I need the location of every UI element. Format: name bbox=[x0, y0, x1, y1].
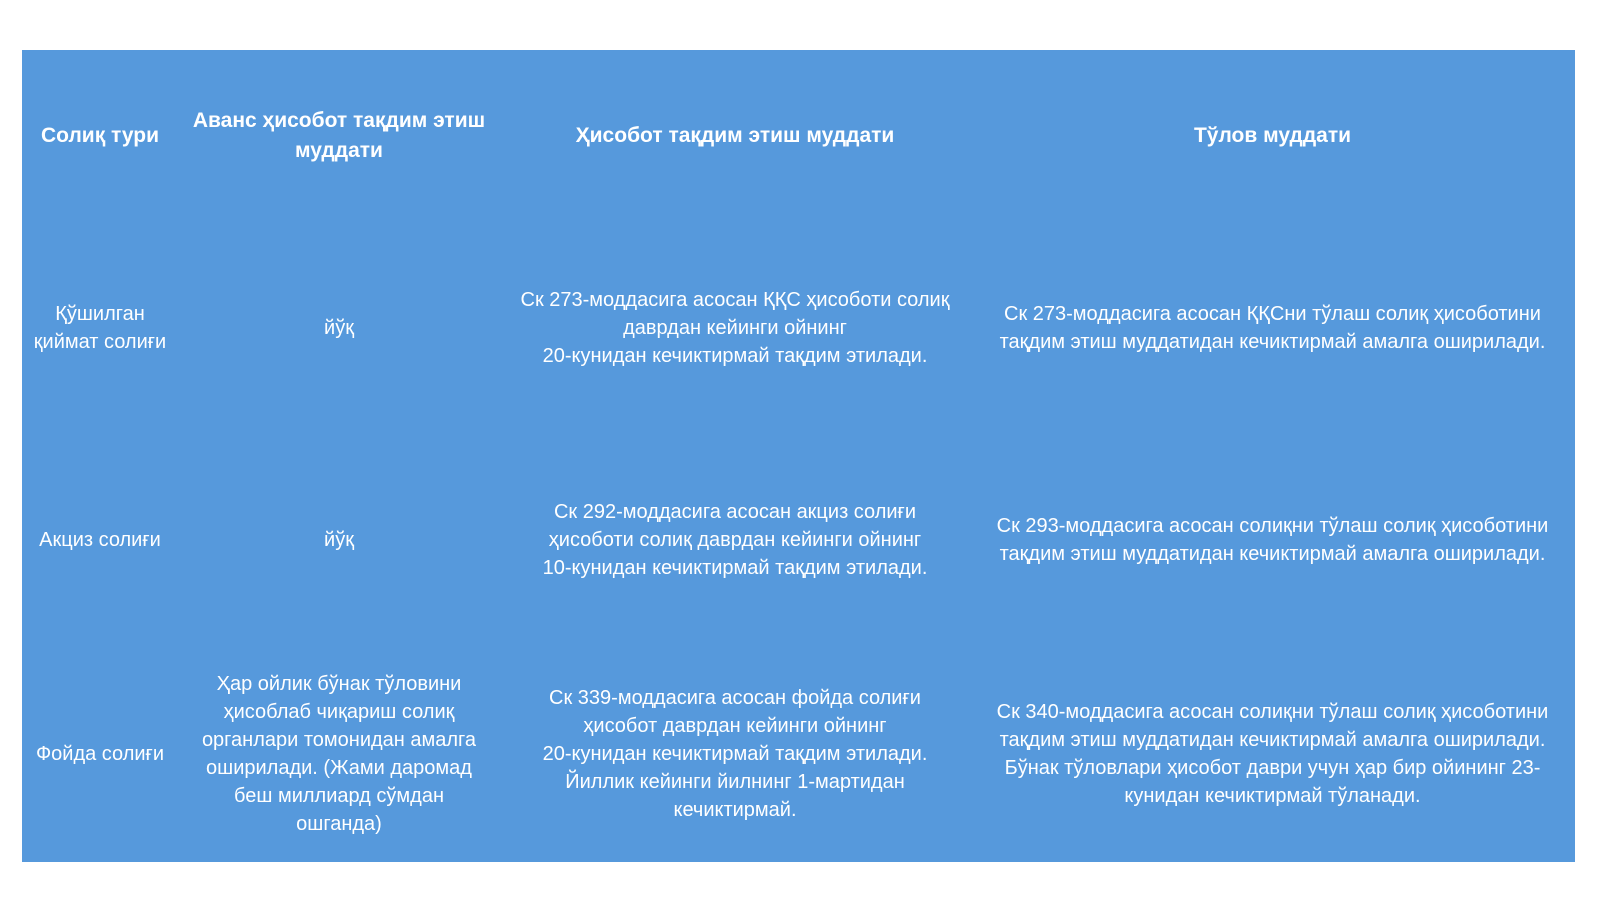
tax-deadlines-table bbox=[22, 50, 1575, 862]
table-row bbox=[22, 222, 1575, 434]
header-advance-report-deadline: Аванс ҳисобот тақдим этиш муддати bbox=[192, 109, 486, 162]
table-row bbox=[22, 434, 1575, 646]
cell-advance-report: йўқ bbox=[324, 529, 354, 551]
header-payment-deadline: Тўлов муддати bbox=[1193, 124, 1352, 147]
table-header-row bbox=[22, 50, 1575, 222]
header-tax-type: Солиқ тури bbox=[40, 124, 159, 147]
cell-report-deadline: Ск 273-моддасига асосан ҚҚС ҳисоботи солиқ даврдан кейинги ойнинг 20-кунидан кечиктирмай тақдим этилади. bbox=[520, 289, 950, 367]
cell-tax-type: Акциз солиғи bbox=[39, 529, 161, 551]
cell-report-deadline: Ск 292-моддасига асосан акциз солиғи ҳисоботи солиқ даврдан кейинги ойнинг 10-кунидан кечиктирмай тақдим этилади. bbox=[542, 501, 928, 579]
cell-tax-type: Фойда солиғи bbox=[35, 743, 165, 765]
cell-payment-deadline: Ск 273-моддасига асосан ҚҚСни тўлаш солиқ ҳисоботини тақдим этиш муддатидан кечиктирмай амалга оширилади. bbox=[999, 303, 1546, 353]
cell-advance-report: йўқ bbox=[324, 317, 354, 339]
cell-tax-type: Қўшилган қиймат солиғи bbox=[33, 303, 167, 353]
table-row bbox=[22, 646, 1575, 862]
cell-payment-deadline: Ск 340-моддасига асосан солиқни тўлаш солиқ ҳисоботини тақдим этиш муддатидан кечиктирмай амалга оширилади. Бўнак тўловлари ҳисобот даври учун ҳар бир ойининг 23- кунидан кечиктирмай тўланади. bbox=[996, 701, 1549, 807]
cell-payment-deadline: Ск 293-моддасига асосан солиқни тўлаш солиқ ҳисоботини тақдим этиш муддатидан кечиктирмай амалга оширилади. bbox=[996, 515, 1549, 565]
cell-advance-report: Ҳар ойлик бўнак тўловини ҳисоблаб чиқариш солиқ органлари томонидан амалга оширилади. (Жами даромад беш миллиард сўмдан ошганда) bbox=[201, 673, 477, 835]
header-report-deadline: Ҳисобот тақдим этиш муддати bbox=[575, 124, 895, 147]
cell-report-deadline: Ск 339-моддасига асосан фойда солиғи ҳисобот даврдан кейинги ойнинг 20-кунидан кечиктирмай тақдим этилади. Йиллик кейинги йилнинг 1-мартидан кечиктирмай. bbox=[542, 687, 928, 821]
